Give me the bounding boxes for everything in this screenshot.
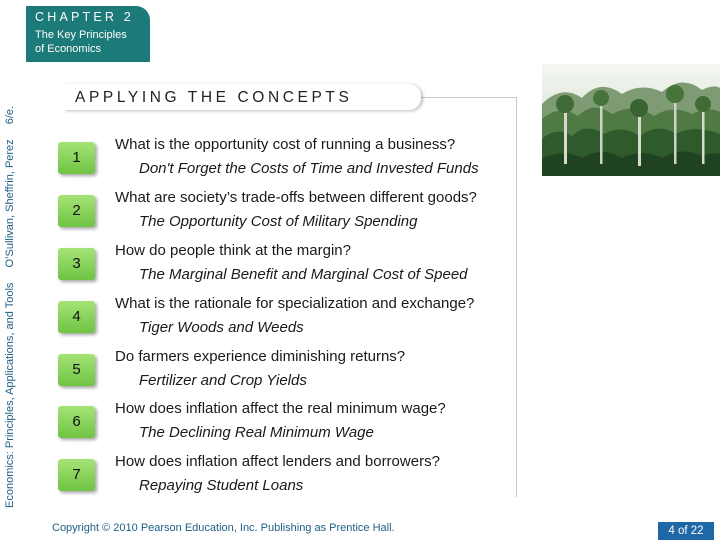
section-title: APPLYING THE CONCEPTS	[64, 84, 421, 110]
question-text: What is the rationale for specialization and exchange?	[115, 295, 475, 312]
question-text: What is the opportunity cost of running a business?	[115, 136, 456, 153]
book-edition: 6/e.	[4, 105, 16, 125]
answer-title: Don't Forget the Costs of Time and Invested Funds	[139, 160, 479, 177]
question-text: Do farmers experience diminishing returns?	[115, 348, 406, 365]
book-authors: O’Sullivan, Sheffrin, Perez	[4, 139, 16, 268]
question-text: What are society’s trade-offs between different goods?	[115, 189, 477, 206]
number-box: 2	[58, 195, 95, 227]
number-box: 6	[58, 406, 95, 438]
list-item	[58, 295, 518, 351]
answer-title: The Marginal Benefit and Marginal Cost of Speed	[139, 266, 468, 283]
rainforest-photo-icon	[542, 64, 720, 176]
chapter-tab	[26, 6, 150, 62]
answer-title: The Declining Real Minimum Wage	[139, 424, 374, 441]
chapter-subtitle-line1: The Key Principles	[35, 29, 127, 41]
copyright-notice: Copyright © 2010 Pearson Education, Inc. Publishing as Prentice Hall.	[52, 522, 395, 534]
list-item	[58, 136, 518, 192]
question-text: How does inflation affect the real minimum wage?	[115, 400, 446, 417]
list-item	[58, 453, 518, 509]
chapter-label: CHAPTER 2	[35, 10, 134, 24]
list-item	[58, 242, 518, 298]
list-item	[58, 348, 518, 404]
number-box: 7	[58, 459, 95, 491]
answer-title: Fertilizer and Crop Yields	[139, 372, 307, 389]
chapter-subtitle-line2: of Economics	[35, 43, 102, 55]
list-item	[58, 400, 518, 456]
vertical-book-credit	[4, 68, 16, 508]
number-box: 3	[58, 248, 95, 280]
question-text: How do people think at the margin?	[115, 242, 351, 259]
number-box: 4	[58, 301, 95, 333]
page-number-badge: 4 of 22	[658, 522, 714, 540]
number-box: 1	[58, 142, 95, 174]
answer-title: Repaying Student Loans	[139, 477, 304, 494]
answer-title: The Opportunity Cost of Military Spending	[139, 213, 418, 230]
rainforest-photo	[542, 64, 720, 176]
answer-title: Tiger Woods and Weeds	[139, 319, 304, 336]
book-title: Economics: Principles, Applications, and Tools	[4, 282, 16, 508]
question-text: How does inflation affect lenders and borrowers?	[115, 453, 440, 470]
number-box: 5	[58, 354, 95, 386]
list-item	[58, 189, 518, 245]
